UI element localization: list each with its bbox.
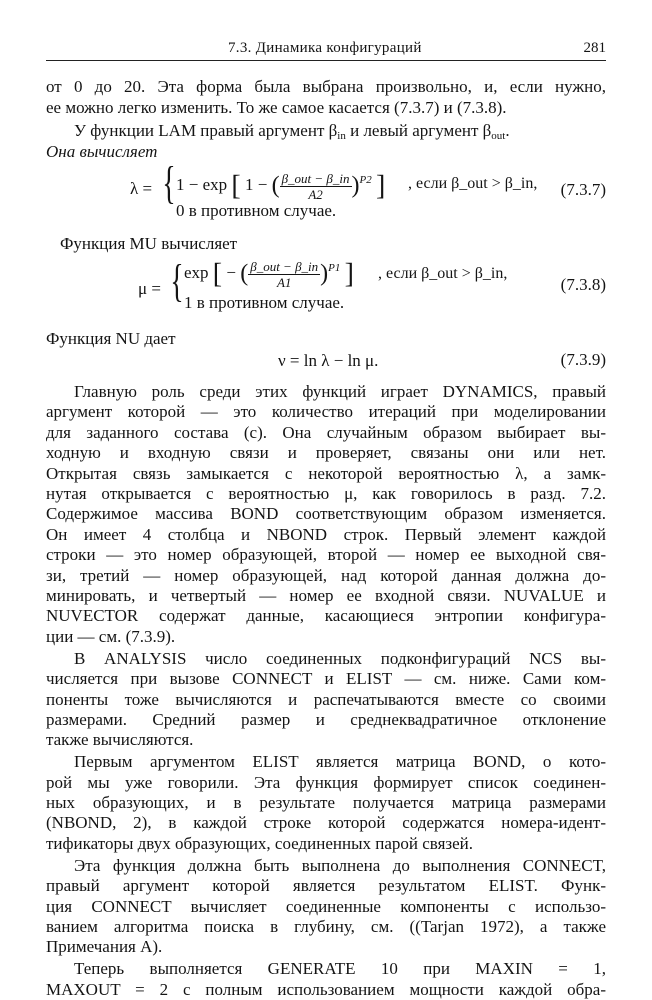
eq738-number: (7.3.8) xyxy=(560,275,606,294)
text-line: В ANALYSIS число соединенных подконфигураций NCS вы- xyxy=(74,648,606,668)
eq738-case1: exp [ − ( $\frac{\text{β\_out − β\_in}}{A1}$ )$^{P1}$ ] xyxy=(184,258,354,290)
text-line: ции — см. (7.3.9). xyxy=(46,626,176,646)
text-line: Примечания А). xyxy=(46,937,163,957)
text-line: рой мы уже говорили. Эта функция формирует список соединен- xyxy=(46,772,606,792)
text-line: тификаторы двух образующих, соединенных парой связей. xyxy=(46,833,474,853)
eq738-lhs: μ = xyxy=(138,279,161,298)
text-line: (NBOND, 2), в каждой строке которой содержатся номера-идент- xyxy=(46,813,606,833)
text-line: поненты тоже вычисляются и распечатываются вместе со своими xyxy=(46,689,606,709)
chapter-title: 7.3. Динамика конфигураций xyxy=(228,40,422,56)
lam-intro-line: У функции LAM правый аргумент $\beta_{in}$ и левый аргумент $\beta_{out}$. xyxy=(74,121,510,142)
text-line: ция CONNECT вычисляет соединенные компоненты с использо- xyxy=(46,896,606,916)
eq737-condition: , если β_out > β_in, xyxy=(408,175,538,192)
eq739-number: (7.3.9) xyxy=(560,350,606,369)
text-line: Содержимое массива BOND соответствующим образом изменяется. xyxy=(46,504,606,524)
text-line: аргумент которой — это количество итераций при моделировании xyxy=(46,402,606,422)
text-line: Эта функция должна быть выполнена до выполнения CONNECT, xyxy=(74,855,606,875)
nu-intro: Функция NU дает xyxy=(46,329,176,348)
eq737-brace: { xyxy=(162,157,176,208)
eq738-case2: 1 в противном случае. xyxy=(184,293,345,312)
running-header xyxy=(46,38,606,61)
text-line: также вычисляются. xyxy=(46,730,194,750)
text-line: Теперь выполняется GENERATE 10 при MAXIN = 1, xyxy=(74,959,606,979)
text-line: ее можно легко изменить. То же самое касается (7.3.7) и (7.3.8). xyxy=(46,98,507,117)
text-line: от 0 до 20. Эта форма была выбрана произвольно, и, если нужно, xyxy=(46,77,606,96)
text-line: Открытая связь замыкается с некоторой вероятностью λ, а замк- xyxy=(46,463,606,483)
text-line: числяется при вызове CONNECT и ELIST — см. ниже. Сами ком- xyxy=(46,669,606,689)
text-line: Первым аргументом ELIST является матрица BOND, о кото- xyxy=(74,752,606,772)
text-line: ходную и входную связи и проверяет, связаны они или нет. xyxy=(46,443,606,463)
eq739: ν = ln λ − ln μ. xyxy=(278,351,379,370)
page-number: 281 xyxy=(583,40,606,56)
text-line: нутая открывается с вероятностью μ, как говорилось в разд. 7.2. xyxy=(46,484,606,503)
lam-intro-line2: Она вычисляет xyxy=(46,142,158,161)
text-line: MAXOUT = 2 с полным использованием мощности каждой обра- xyxy=(46,979,606,999)
eq738-fraction: $\frac{\text{β\_out − β\_in}}{A1}$ xyxy=(250,258,319,290)
text-line: для заданного состава (c). Она случайным образом выбирает вы- xyxy=(46,422,606,442)
eq738-brace: { xyxy=(170,255,184,306)
eq737-lhs: λ = xyxy=(130,179,153,198)
eq737-case1: 1 − exp [ 1 − ( $\frac{\text{β\_out − β\_in}}{A2}$ )$^{P2}$ ] xyxy=(176,170,386,202)
text-line: ванием алгоритма поиска в глубину, см. ((Tarjan 1972), а также xyxy=(46,916,606,936)
eq738-condition: , если β_out > β_in, xyxy=(378,265,508,282)
eq737-number: (7.3.7) xyxy=(560,180,606,199)
text-line: правый аргумент которой является результатом ELIST. Функ- xyxy=(46,876,606,896)
eq737-fraction: $\frac{\text{β\_out − β\_in}}{A2}$ xyxy=(281,170,350,202)
text-line: Главную роль среди этих функций играет DYNAMICS, правый xyxy=(74,382,606,401)
text-line: NUVECTOR содержат данные, касающиеся энтропии конфигура- xyxy=(46,606,606,626)
text-line: зи, третий — номер образующей, над которой данная должна до- xyxy=(46,565,606,585)
text-line: ных образующих, и в результате получается матрица размерами xyxy=(46,793,606,812)
text-line: минировать, и четвертый — номер ее входной связи. NUVALUE и xyxy=(46,586,606,605)
eq737-case2: 0 в противном случае. xyxy=(176,201,337,220)
text-line: размерами. Средний размер и среднеквадратичное отклонение xyxy=(46,709,606,729)
text-line: строки — это номер образующей, второй — номер ее выходной свя- xyxy=(46,545,606,565)
text-line: Он имеет 4 столбца и NBOND строк. Первый элемент каждой xyxy=(46,524,606,544)
mu-intro: Функция MU вычисляет xyxy=(60,234,238,253)
